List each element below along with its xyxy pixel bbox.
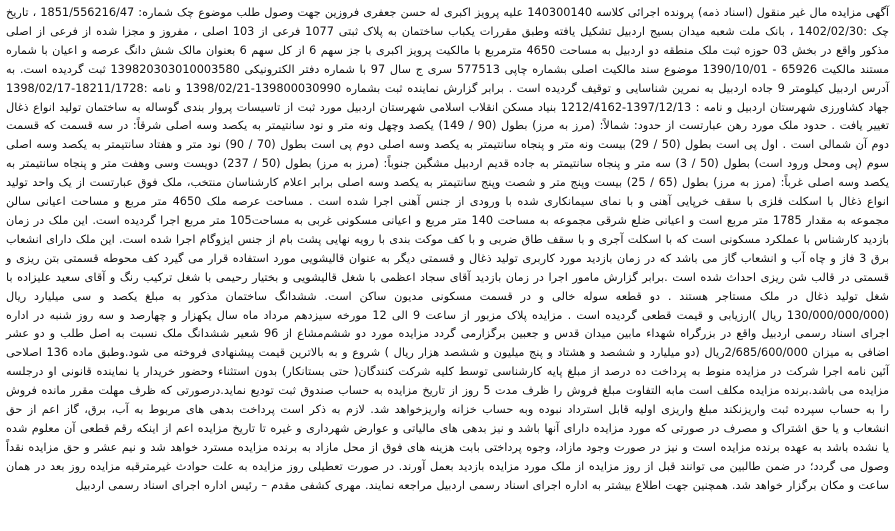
notice-body-text: آگهی مزایده مال غیر منقول (اسناد ذمه) پرونده اجرائی کلاسه 140300140 علیه پرویز اکبری له حسن جعفری فروزین جهت وصول طلب موضوع چک شماره: 1851/556216/47 ، تاریخ چک :1402/02/30 ، بانک ملت شعبه میدان بسیج اردبیل تشکیل یافته وطبق مقررات یکباب ساختمان به پلاک ثبتی 1077 فرعی از 103 اصلی ، مفروز و مجزا شده از فرعی از اصلی مذکور واقع در بخش 03 حوزه ثبت ملک منطقه دو اردبیل به مساحت 4650 مترمربع با مالکیت پرویز اکبری با جز سهم 6 از کل سهم 6 بعنوان مالک شش دانگ عرصه و اعیان با شماره مستند مالکیت 65926 - 1390/10/01 موضوع سند مالکیت اصلی بشماره چاپی 577513 سری ج سال 97 با شماره دفتر الکترونیکی 139820303010003580 ثبت گردیده است. به آدرس اردبیل کیلومتر 9 جاده اردبیل به نمرین شناسایی و توقیف گردیده است . برابر گزارش نماینده ثبت بشماره 139800030990-1398/02/21 و نامه :18211/1728-1398/02/17 جهاد کشاورزی شهرستان اردبیل و نامه : 1397/12/13-1212/4162 بنیاد مسکن انقلاب اسلامی شهرستان اردبیل مورد ثبت از تاسیسات پروار بندی گوساله به ساختمان تولید انواع ذغال تغییر یافت . حدود ملک مورد رهن عبارتست از حدود: شمالاً: (مرز به مرز) بطول (90 / 149) یکصد وچهل ونه متر و نود سانتیمتر به یکصد وسه اصلی شرقاً: در سه قسمت که قسمت دوم آن شمالی است . اول پی است بطول (50 / 29) بیست ونه متر و پنجاه سانتیمتر به یکصد وسه اصلی دوم پی است بطول (70 / 90) نود متر و هفتاد سانتیمتر به یکصد وسه اصلی سوم (پی ومحل ورود است) بطول (50 / 3) سه متر و پنجاه سانتیمتر به جاده قدیم اردبیل مشگین جنوباً: (مرز به مرز) بطول (50 / 237) دویست وسی وهفت متر و پنجاه سانتیمتر به یکصد وسه اصلی غرباً: (مرز به مرز) بطول (65 / 25) بیست وپنج متر و شصت وپنج سانتیمتر به یکصد وسه اصلی برابر اعلام کارشناسان منتخب، ملک فوق عبارتست از یک واحد تولید انواع ذغال با اسکلت فلزی با سقف خرپایی آهنی و با نمای سیمانکاری شده با ورودی از جنس آهنی اجرا شده است . مساحت عرصه ملک 4650 متر مربع و مساحت اعیانی سالن مجموعه به مقدار 1785 متر مربع است و اعیانی ضلع شرقی مجموعه به مساحت 140 متر مربع و اعیانی مسکونی غربی به مساحت105 متر مربع اجرا گردیده است. این ملک در زمان بازدید کارشناس با عملکرد مسکونی است که با اسکلت آجری و با سقف طاق ضربی و با کف موکت بندی با رویه نهایی پشت بام از جنس ایزوگام اجرا شده است. این ملک دارای انشعاب برق 3 فاز و چاه آب و انشعاب گاز می باشد که در زمان بازدید مورد کاربری تولید ذغال و قسمتی دیگر به عنوان قالیشویی مورد استفاده قرار می گیرد کف محوطه قسمتی بتن ریزی و قسمتی در قالب شن ریزی احداث شده است .برابر گزارش مامور اجرا در زمان بازدید آقای سجاد اعظمی با شغل قالیشویی و بختیار رحیمی با شغل ترکیب رنگ و آقای سعید علیزاده با شغل تولید ذغال در ملک مستاجر هستند . دو قطعه سوله خالی و در قسمت مسکونی مدیون ساکن است. ششدانگ ساختمان مذکور به مبلغ یکصد و سی میلیارد ریال (130/000/000/000 ریال )ارزیابی و قیمت قطعی گردیده است . مزایده پلاک مزبور از ساعت 9 الی 12 مورخه سیزدهم مرداد ماه سال یکهزار و چهارصد و سه روز شنبه در اداره اجرای اسناد رسمی اردبیل واقع در بزرگراه شهداء مابین میدان قدس و جعبین برگزارمی گردد مزایده مورد دو ششم‌مشاع از 96 شعیر ششدانگ ملک نسبت به اصل طلب و دو عشر اضافی به میزان 2/685/600/000ریال (دو میلیارد و ششصد و هشتاد و پنج میلیون و ششصد هزار ریال ) شروع و به بالاترین قیمت پیشنهادی فروخته می شود.وطبق ماده 136 اصلاحی آئین نامه اجرا شرکت در مزایده منوط به پرداخت ده درصد از مبلغ پایه کارشناسی توسط کلیه شرکت کنندگان( حتی بستانکار) بدون استثناء وحضور خریدار یا نماینده قانونی او درجلسه مزایده می باشد.برنده مزایده مکلف است مابه التفاوت مبلغ فروش را ظرف مدت 5 روز از تاریخ مزایده به حساب صندوق ثبت تودیع نماید.درصورتی که ظرف مهلت مقرر مانده فروش را به حساب سپرده ثبت واریزنکند مبلغ واریزی اولیه قابل استرداد نبوده وبه حساب خزانه واریزخواهد شد. لازم به ذکر است پرداخت بدهی های مربوط به آب، برق، گاز اعم از حق انشعاب و یا حق اشتراک و مصرف در صورتی که مورد مزایده دارای آنها باشد و نیز بدهی های مالیاتی و عوارض شهرداری و غیره تا تاریخ مزایده اعم از اینکه رقم قطعی آن معلوم شده یا نشده باشد به عهده برنده مزایده است و نیز در صورت وجود مازاد، وجوه پرداختی بابت هزینه های فوق از محل مازاد به برنده مزایده مسترد خواهد شد و نیم عشر و حق مزایده نقداً وصول می گردد؛ در ضمن طالبین می توانند قبل از روز مزایده از ملک مورد مزایده بازدید بعمل آورند. در صورت تعطیلی روز مزایده به علت حوادث غیرمترقبه مزایده روز بعد در همان ساعت و مکان برگزار خواهد شد. همچنین جهت اطلاع بیشتر به اداره اجرای اسناد رسمی اردبیل مراجعه نمایند. مهری کشفی مقدم – رئیس اداره اجرای اسناد رسمی اردبیل (6, 6, 890, 492)
